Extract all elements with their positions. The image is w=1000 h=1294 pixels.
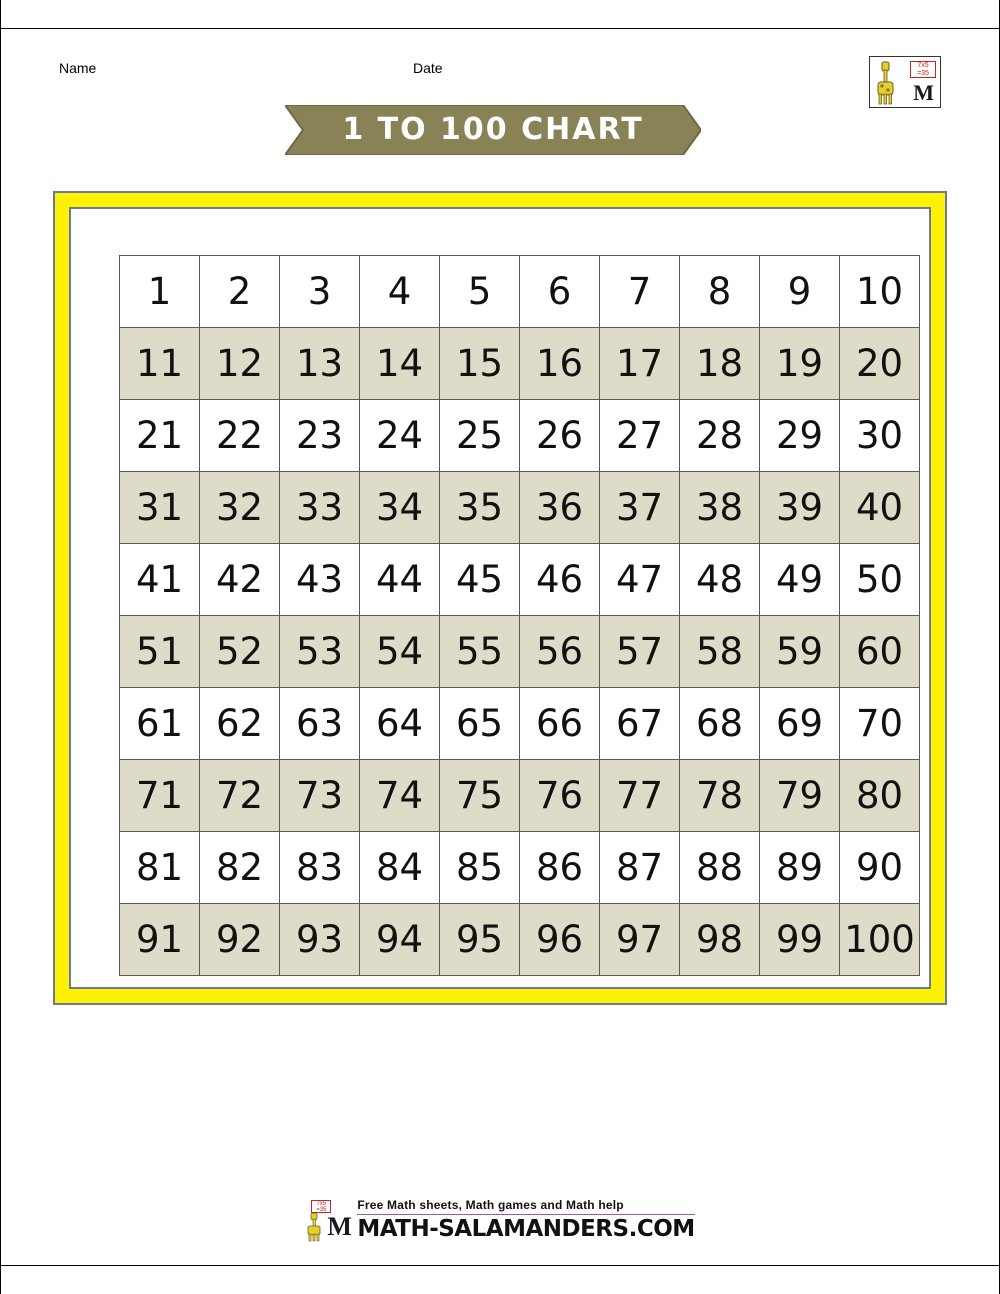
chart-cell: 73	[280, 760, 360, 832]
chart-cell: 71	[120, 760, 200, 832]
multiplication-card-icon	[910, 61, 936, 78]
chart-cell: 11	[120, 328, 200, 400]
chart-cell: 8	[680, 256, 760, 328]
chart-cell: 40	[840, 472, 920, 544]
chart-cell: 25	[440, 400, 520, 472]
footer-logo	[305, 1200, 351, 1244]
name-field-label: Name	[59, 60, 97, 76]
footer	[0, 1198, 1000, 1242]
chart-cell: 46	[520, 544, 600, 616]
chart-cell: 1	[120, 256, 200, 328]
chart-cell: 26	[520, 400, 600, 472]
chart-cell: 64	[360, 688, 440, 760]
footer-card-line1: 7x5	[316, 1201, 327, 1207]
chart-cell: 94	[360, 904, 440, 976]
table-row	[120, 832, 920, 904]
chart-cell: 81	[120, 832, 200, 904]
table-row	[120, 688, 920, 760]
chart-cell: 83	[280, 832, 360, 904]
chart-cell: 93	[280, 904, 360, 976]
chart-cell: 54	[360, 616, 440, 688]
giraffe-icon	[873, 60, 899, 106]
chart-cell: 75	[440, 760, 520, 832]
chart-cell: 74	[360, 760, 440, 832]
chart-cell: 31	[120, 472, 200, 544]
chart-cell: 5	[440, 256, 520, 328]
footer-inner	[305, 1198, 694, 1242]
table-row	[120, 328, 920, 400]
chart-cell: 32	[200, 472, 280, 544]
chart-cell: 49	[760, 544, 840, 616]
chart-cell: 21	[120, 400, 200, 472]
chart-cell: 61	[120, 688, 200, 760]
chart-cell: 24	[360, 400, 440, 472]
page-border-left	[0, 0, 1, 1294]
chart-cell: 6	[520, 256, 600, 328]
footer-divider	[357, 1214, 694, 1215]
chart-cell: 80	[840, 760, 920, 832]
chart-cell: 18	[680, 328, 760, 400]
table-row	[120, 904, 920, 976]
chart-cell: 97	[600, 904, 680, 976]
chart-cell: 7	[600, 256, 680, 328]
chart-cell: 19	[760, 328, 840, 400]
table-row	[120, 544, 920, 616]
chart-cell: 4	[360, 256, 440, 328]
chart-cell: 99	[760, 904, 840, 976]
chart-cell: 41	[120, 544, 200, 616]
chart-cell: 65	[440, 688, 520, 760]
chart-cell: 79	[760, 760, 840, 832]
chart-cell: 48	[680, 544, 760, 616]
chart-cell: 37	[600, 472, 680, 544]
chart-cell: 55	[440, 616, 520, 688]
chart-cell: 27	[600, 400, 680, 472]
chart-cell: 69	[760, 688, 840, 760]
table-row	[120, 400, 920, 472]
chart-cell: 51	[120, 616, 200, 688]
chart-cell: 35	[440, 472, 520, 544]
chart-cell: 22	[200, 400, 280, 472]
chart-cell: 70	[840, 688, 920, 760]
chart-cell: 76	[520, 760, 600, 832]
date-field-label: Date	[413, 60, 443, 76]
chart-cell: 28	[680, 400, 760, 472]
chart-cell: 13	[280, 328, 360, 400]
chart-cell: 78	[680, 760, 760, 832]
chart-cell: 100	[840, 904, 920, 976]
chart-cell: 87	[600, 832, 680, 904]
chart-cell: 59	[760, 616, 840, 688]
chart-cell: 91	[120, 904, 200, 976]
chart-cell: 50	[840, 544, 920, 616]
chart-cell: 34	[360, 472, 440, 544]
chart-cell: 36	[520, 472, 600, 544]
chart-cell: 92	[200, 904, 280, 976]
chart-cell: 57	[600, 616, 680, 688]
chart-cell: 88	[680, 832, 760, 904]
footer-site-url[interactable]: MATH-SALAMANDERS.COM	[357, 1216, 695, 1242]
page-rule-bottom	[0, 1265, 1000, 1266]
hundred-chart-table	[119, 255, 920, 976]
chart-cell: 86	[520, 832, 600, 904]
footer-giraffe-icon-svg	[305, 1212, 325, 1242]
chart-cell: 58	[680, 616, 760, 688]
chart-cell: 53	[280, 616, 360, 688]
logo-card-line1: 7x5	[917, 62, 929, 69]
chart-cell: 66	[520, 688, 600, 760]
chart-cell: 72	[200, 760, 280, 832]
chart-cell: 12	[200, 328, 280, 400]
chart-cell: 16	[520, 328, 600, 400]
table-row	[120, 616, 920, 688]
chart-cell: 45	[440, 544, 520, 616]
chart-frame	[53, 191, 947, 1005]
table-row	[120, 472, 920, 544]
chart-cell: 68	[680, 688, 760, 760]
chart-cell: 9	[760, 256, 840, 328]
chart-cell: 33	[280, 472, 360, 544]
title-banner	[285, 105, 701, 155]
logo-card-line2: =35	[917, 70, 929, 77]
chart-frame-inner	[69, 207, 931, 989]
chart-cell: 62	[200, 688, 280, 760]
footer-card-line2: =35	[316, 1207, 327, 1213]
chart-cell: 29	[760, 400, 840, 472]
chart-cell: 84	[360, 832, 440, 904]
chart-cell: 17	[600, 328, 680, 400]
chart-cell: 20	[840, 328, 920, 400]
chart-cell: 39	[760, 472, 840, 544]
chart-cell: 44	[360, 544, 440, 616]
chart-cell: 56	[520, 616, 600, 688]
chart-cell: 96	[520, 904, 600, 976]
chart-cell: 85	[440, 832, 520, 904]
chart-cell: 23	[280, 400, 360, 472]
chart-cell: 95	[440, 904, 520, 976]
chart-cell: 90	[840, 832, 920, 904]
chart-cell: 89	[760, 832, 840, 904]
footer-tagline: Free Math sheets, Math games and Math help	[357, 1198, 624, 1212]
footer-giraffe-icon	[305, 1212, 325, 1244]
table-row	[120, 256, 920, 328]
chart-cell: 77	[600, 760, 680, 832]
math-salamanders-logo	[869, 56, 941, 108]
chart-cell: 3	[280, 256, 360, 328]
chart-cell: 38	[680, 472, 760, 544]
footer-brand-letter: M	[327, 1212, 352, 1241]
chart-cell: 10	[840, 256, 920, 328]
page-rule-top	[0, 28, 1000, 29]
chart-cell: 52	[200, 616, 280, 688]
chart-cell: 98	[680, 904, 760, 976]
page-title: 1 TO 100 CHART	[342, 112, 644, 147]
table-row	[120, 760, 920, 832]
chart-cell: 15	[440, 328, 520, 400]
chart-cell: 60	[840, 616, 920, 688]
chart-cell: 67	[600, 688, 680, 760]
chart-cell: 30	[840, 400, 920, 472]
chart-cell: 42	[200, 544, 280, 616]
chart-cell: 47	[600, 544, 680, 616]
chart-cell: 82	[200, 832, 280, 904]
logo-brand-letter: M	[913, 80, 934, 105]
chart-cell: 2	[200, 256, 280, 328]
chart-cell: 43	[280, 544, 360, 616]
giraffe-icon-svg	[873, 60, 899, 106]
chart-cell: 14	[360, 328, 440, 400]
chart-cell: 63	[280, 688, 360, 760]
